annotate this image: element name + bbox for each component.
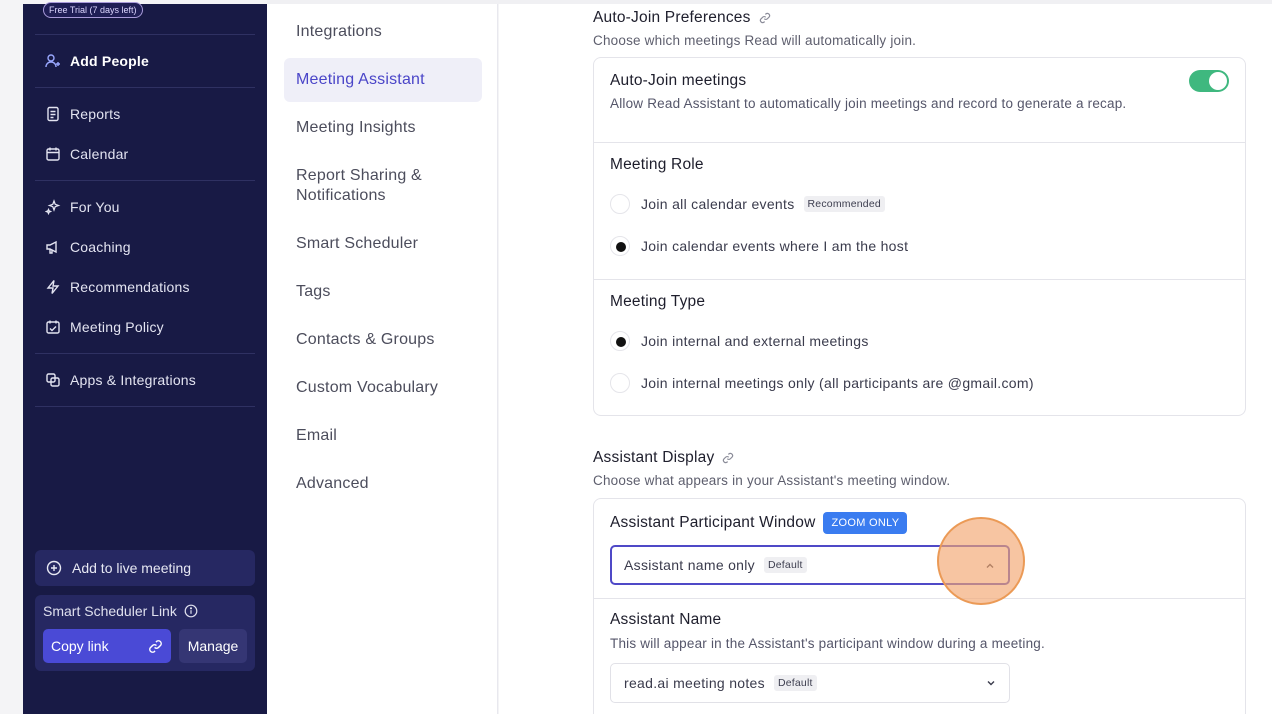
- nav-item-email[interactable]: Email: [296, 427, 338, 444]
- role-option-host-only[interactable]: [610, 236, 908, 256]
- sidebar-item-meeting-policy[interactable]: [45, 317, 164, 337]
- participant-window-row: [594, 499, 1245, 598]
- participant-window-title-text: Assistant Participant Window: [610, 514, 816, 531]
- zoom-only-badge: ZOOM ONLY: [823, 512, 907, 534]
- settings-content: [499, 4, 1272, 714]
- trial-badge[interactable]: Free Trial (7 days left): [43, 2, 143, 18]
- default-tag: Default: [764, 557, 807, 573]
- calendar-icon: [45, 146, 61, 162]
- type-option-internal-only[interactable]: [610, 373, 1034, 393]
- smart-scheduler-label: Smart Scheduler Link: [43, 603, 177, 619]
- assistant-name-select[interactable]: [610, 663, 1010, 703]
- sidebar-item-reports[interactable]: [45, 104, 120, 124]
- info-icon[interactable]: [184, 604, 198, 618]
- sidebar-divider: [35, 34, 255, 35]
- sidebar-item-label: Apps & Integrations: [70, 372, 196, 388]
- sidebar-item-label: Recommendations: [70, 279, 190, 295]
- role-option-label: Join all calendar events: [641, 196, 795, 212]
- assistant-display-title-text: Assistant Display: [593, 449, 715, 466]
- click-highlight-marker: [937, 517, 1025, 605]
- sidebar-divider: [35, 180, 255, 181]
- role-option-label: Join calendar events where I am the host: [641, 238, 909, 254]
- sidebar-item-label: Coaching: [70, 239, 131, 255]
- select-value: read.ai meeting notes: [624, 675, 765, 691]
- sidebar-item-label: Reports: [70, 106, 121, 122]
- link-icon[interactable]: [759, 12, 771, 24]
- sidebar-divider: [35, 406, 255, 407]
- link-icon[interactable]: [722, 452, 734, 464]
- auto-join-section-title: [593, 9, 771, 27]
- add-to-live-meeting-label: Add to live meeting: [72, 560, 192, 576]
- sidebar-item-calendar[interactable]: [45, 144, 128, 164]
- megaphone-icon: [45, 239, 61, 255]
- link-icon: [148, 639, 163, 654]
- assistant-display-section-title: [593, 449, 734, 467]
- select-value: Assistant name only: [624, 557, 755, 573]
- default-tag: Default: [774, 675, 817, 691]
- auto-join-title-text: Auto-Join Preferences: [593, 9, 751, 26]
- document-icon: [45, 106, 61, 122]
- sidebar-item-recommendations[interactable]: [45, 277, 190, 297]
- toggle-knob: [1209, 72, 1227, 90]
- radio-button-checked[interactable]: [610, 331, 630, 351]
- assistant-name-title: Assistant Name: [610, 611, 722, 628]
- auto-join-meetings-title: Auto-Join meetings: [610, 72, 747, 89]
- radio-button[interactable]: [610, 373, 630, 393]
- assistant-name-row: [594, 599, 1245, 714]
- meeting-role-title: Meeting Role: [610, 156, 704, 173]
- add-to-live-meeting-button[interactable]: [35, 550, 255, 586]
- nav-item-report-sharing[interactable]: Report Sharing & Notifications: [296, 167, 422, 204]
- nav-item-advanced[interactable]: Advanced: [296, 475, 369, 492]
- policy-icon: [45, 319, 61, 335]
- nav-item-tags[interactable]: Tags: [296, 283, 331, 300]
- copy-link-button[interactable]: [43, 629, 171, 663]
- nav-item-smart-scheduler[interactable]: Smart Scheduler: [296, 235, 419, 252]
- sidebar-item-apps-integrations[interactable]: [45, 370, 196, 390]
- sidebar-item-label: Calendar: [70, 146, 129, 162]
- nav-item-integrations[interactable]: Integrations: [296, 23, 383, 40]
- plus-circle-icon: [46, 560, 62, 576]
- auto-join-row: [594, 58, 1245, 142]
- sidebar-item-coaching[interactable]: [45, 237, 131, 257]
- type-option-internal-external[interactable]: [610, 331, 869, 351]
- auto-join-card: [593, 57, 1246, 416]
- settings-nav: [267, 4, 498, 714]
- app-sidebar: [23, 4, 267, 714]
- type-option-label: Join internal meetings only (all participants are @gmail.com): [641, 375, 1034, 391]
- sidebar-item-label: Meeting Policy: [70, 319, 164, 335]
- role-option-all-events[interactable]: [610, 194, 885, 214]
- nav-item-meeting-insights[interactable]: Meeting Insights: [296, 119, 416, 136]
- nav-item-custom-vocabulary[interactable]: Custom Vocabulary: [296, 379, 439, 396]
- copy-link-label: Copy link: [51, 638, 109, 654]
- add-people-button[interactable]: [45, 51, 149, 71]
- auto-join-subtitle: Choose which meetings Read will automatically join.: [593, 33, 917, 48]
- sidebar-item-for-you[interactable]: [45, 197, 120, 217]
- assistant-display-subtitle: Choose what appears in your Assistant's meeting window.: [593, 473, 951, 488]
- smart-scheduler-title: [43, 603, 198, 619]
- meeting-type-title: Meeting Type: [610, 293, 706, 310]
- add-people-label: Add People: [70, 53, 150, 69]
- assistant-name-desc: This will appear in the Assistant's participant window during a meeting.: [610, 636, 1045, 651]
- auto-join-toggle[interactable]: [1189, 70, 1229, 92]
- add-user-icon: [45, 53, 61, 69]
- nav-item-contacts-groups[interactable]: Contacts & Groups: [296, 331, 435, 348]
- sparkles-icon: [45, 199, 61, 215]
- auto-join-meetings-desc: Allow Read Assistant to automatically join meetings and record to generate a recap.: [610, 96, 1127, 111]
- sidebar-divider: [35, 87, 255, 88]
- sidebar-divider: [35, 353, 255, 354]
- chevron-down-icon: [985, 677, 997, 689]
- sidebar-item-label: For You: [70, 199, 120, 215]
- meeting-role-row: [594, 143, 1245, 279]
- radio-button-checked[interactable]: [610, 236, 630, 256]
- manage-button[interactable]: Manage: [179, 629, 247, 663]
- participant-window-title: [610, 512, 907, 534]
- recommended-tag: Recommended: [804, 196, 885, 212]
- radio-button[interactable]: [610, 194, 630, 214]
- apps-icon: [45, 372, 61, 388]
- type-option-label: Join internal and external meetings: [641, 333, 869, 349]
- meeting-type-row: [594, 280, 1245, 416]
- smart-scheduler-panel: [35, 595, 255, 671]
- lightning-icon: [45, 279, 61, 295]
- assistant-display-card: [593, 498, 1246, 714]
- nav-item-meeting-assistant[interactable]: Meeting Assistant: [284, 58, 482, 102]
